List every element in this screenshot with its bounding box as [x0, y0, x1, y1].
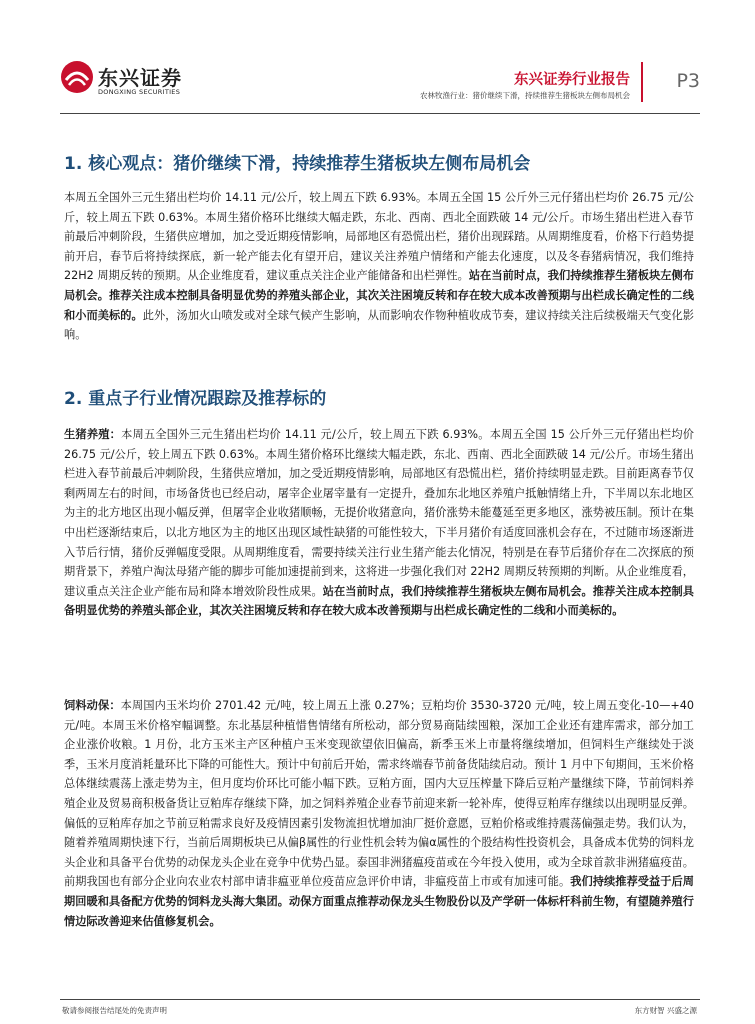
paragraph	[64, 425, 694, 621]
footer-disclaimer: 敬请参阅报告结尾处的免责声明	[62, 1006, 167, 1015]
paragraph-tail-text: 此外，汤加火山喷发或对全球气候产生影响，从而影响农作物种植收成节奏，建议持续关注后续极端天气变化影响。	[64, 308, 694, 342]
paragraph	[64, 188, 694, 345]
paragraph-label: 饲料动保：	[64, 699, 121, 712]
paragraph-text: 本周五全国外三元生猪出栏均价 14.11 元/公斤，较上周五下跌 6.93%。本周五全国 15 公斤外三元仔猪出栏均价 26.75 元/公斤，较上周五下跌 0.63%。本周生猪价格环比继续大幅走跌，东北、西南、西北全面跌破 14 元/公斤。市场生猪出栏进入春节前最后冲刺阶段，生猪供应增加，加之受近期疫情影响，局部地区有恐慌出栏，猪价出现踩踏。从周期维度看，价格下行趋势提前开启，春节后将持续探底，新一轮产能去化有望开启，建议关注养殖户情绪和产能去化速度，以及冬春猪病情况，我们维持 22H2 周期反转的预期。从企业维度看，建议重点关注企业产能储备和出栏弹性。	[64, 191, 694, 283]
section-heading	[64, 384, 326, 409]
paragraph-bold-text: 站在当前时点，我们持续推荐生猪板块左侧布局机会。推荐关注成本控制具备明显优势的养殖头部企业，其次关注困境反转和存在较大成本改善预期与出栏成长确定性的二线和小而美标的。	[64, 269, 694, 322]
logo-subtitle: DONGXING SECURITIES	[98, 88, 181, 96]
footer-slogan: 东方财智 兴盛之源	[634, 1006, 697, 1015]
section-number: 2.	[64, 389, 83, 409]
dongxing-logo-icon	[60, 60, 94, 94]
paragraph-text: 本周国内玉米均价 2701.42 元/吨，较上周五上涨 0.27%；豆粕均价 3530-3720 元/吨，较上周五变化-10—+40 元/吨。本周玉米价格窄幅调整。东北基层种植惜售情绪有所松动，部分贸易商陆续囤粮，深加工企业还有建库需求，部分加工企业涨价收粮。1 月份，北方玉米主产区种植户玉米变现欲望依旧偏高，新季玉米上市量将继续增加，但饲料生产继续处于淡季，玉米月度消耗量环比下降的可能性大。预计中旬前后开始，需求终端春节前备货陆续启动。预计 1 月中下旬期间，玉米价格总体继续震荡上涨走势为主，但月度均价环比可能小幅下跌。豆粕方面，国内大豆压榨量下降后豆粕产量继续下降，节前饲料养殖企业及贸易商积极备货让豆粕库存继续下降，加之饲料养殖企业春节前迎来新一轮补库，使得豆粕库存继续以出现明显反弹。偏低的豆粕库存加之节前豆粕需求良好及疫情因素引发物流担忧增加油厂挺价意愿，豆粕价格或维持震荡偏强走势。我们认为，随着养殖周期快速下行，当前后周期板块已从偏β属性的行业性机会转为偏α属性的个股结构性投资机会，具备成本优势的饲料龙头企业和具备平台优势的动保龙头企业在竞争中优势凸显。泰国非洲猪瘟疫苗或在今年投入使用，或为全球首款非洲猪瘟疫苗。前期我国也有部分企业向农业农村部申请非瘟亚单位疫苗应急评价申请，非瘟疫苗上市或有加速可能。	[64, 699, 694, 889]
paragraph-bold-text: 站在当前时点，我们持续推荐生猪板块左侧布局机会。推荐关注成本控制具备明显优势的养殖头部企业，其次关注困境反转和存在较大成本改善预期与出栏成长确定性的二线和小而美标的。	[64, 584, 694, 618]
header-rule	[60, 113, 700, 114]
section-heading	[64, 149, 530, 174]
logo-name: 东兴证券	[98, 66, 182, 90]
paragraph-bold-text: 我们持续推荐受益于后周期回暖和具备配方优势的饲料龙头海大集团。动保方面重点推荐动保龙头生物股份以及产学研一体标杆科前生物，有望随养殖行情边际改善迎来估值修复机会。	[64, 875, 694, 928]
company-logo	[60, 58, 190, 104]
report-label: 东兴证券行业报告	[514, 72, 630, 88]
section-title: 重点子行业情况跟踪及推荐标的	[88, 389, 327, 409]
report-subtitle: 农林牧渔行业：猪价继续下滑，持续推荐生猪板块左侧布局机会	[420, 91, 630, 100]
page-header	[60, 58, 700, 108]
paragraph	[64, 696, 694, 931]
section-title: 核心观点：猪价继续下滑，持续推荐生猪板块左侧布局机会	[88, 154, 531, 174]
header-divider	[641, 62, 643, 102]
footer-rule	[60, 999, 700, 1000]
paragraph-text: 本周五全国外三元生猪出栏均价 14.11 元/公斤，较上周五下跌 6.93%。本周五全国 15 公斤外三元仔猪出栏均价 26.75 元/公斤，较上周五下跌 0.63%。本周生猪价格环比继续大幅走跌，东北、西南、西北全面跌破 14 元/公斤。市场生猪出栏进入春节前最后冲刺阶段，生猪供应增加，加之受近期疫情影响，局部地区有恐慌出栏，猪价持续明显走跌。目前距离春节仅剩两周左右的时间，市场备货也已经启动，屠宰企业屠宰量有一定提升，叠加东北地区养殖户抵触情绪上升，下半周以东北地区为主的北方地区出现小幅反弹，但屠宰企业收猪顺畅，无提价收猪意向，猪价涨势未能蔓延至更多地区，涨势被压制。预计在集中出栏逐渐结束后，以北方地区为主的地区出现区域性缺猪的可能性较大，下半月猪价有适度回涨机会存在，不过随市场逐渐进入节后行情，猪价反弹幅度受限。从周期维度看，需要持续关注行业生猪产能去化情况，特别是在春节后猪价存在二次探底的预期背景下，养殖户淘汰母猪产能的脚步可能加速提前到来，这将进一步强化我们对 22H2 周期反转预期的判断。从企业维度看，建议重点关注企业产能布局和降本增效阶段性成果。	[64, 428, 694, 598]
section-number: 1.	[64, 154, 83, 174]
paragraph-label: 生猪养殖：	[64, 428, 122, 441]
page-number: P3	[676, 70, 700, 92]
